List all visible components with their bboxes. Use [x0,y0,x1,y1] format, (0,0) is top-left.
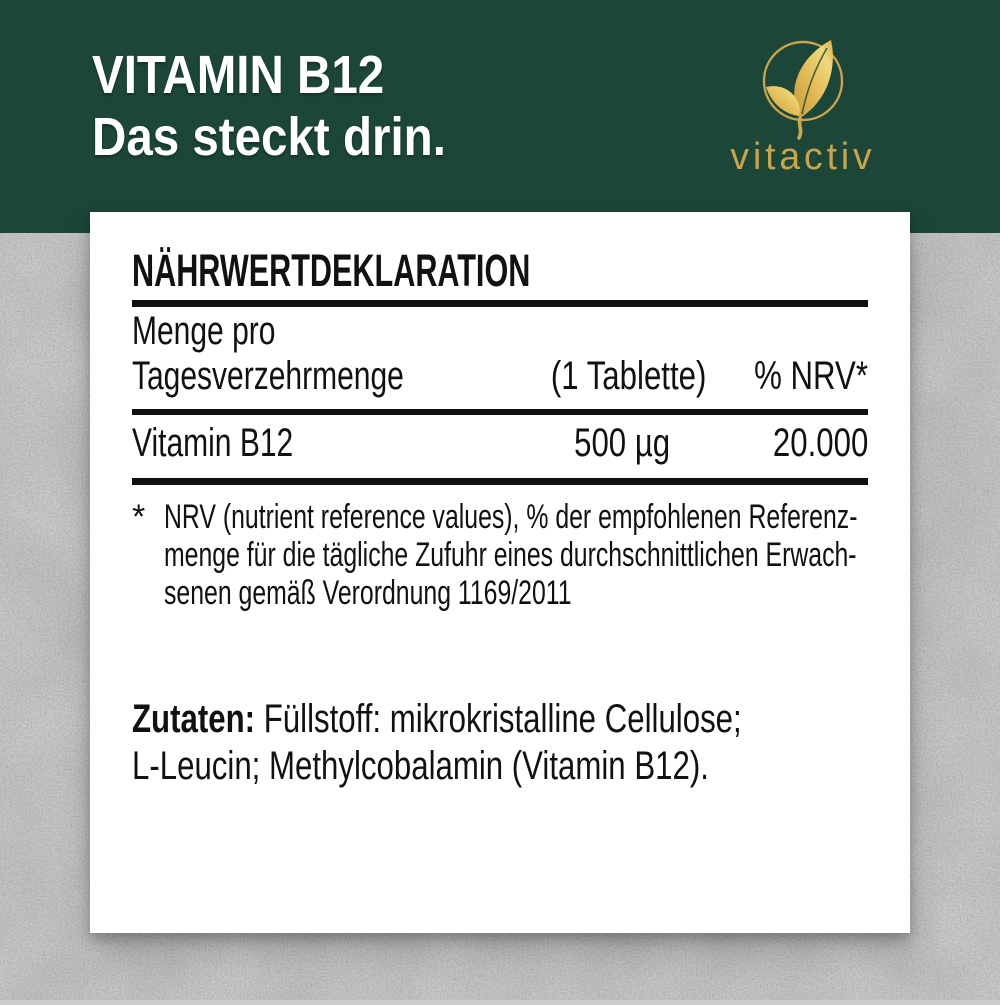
brand-wordmark: vitactiv [730,136,876,178]
title-block [92,44,494,168]
footnote-text: NRV (nutrient reference values), % der empfohlenen Referenz- menge für die tägliche Zufuhr eines durchschnittlichen Erwach- senen gemäß Verordnung 1169/2011 [164,498,858,612]
nutrient-name: Vitamin B12 [132,421,294,465]
nutrient-nrv: 20.000 [772,421,868,465]
page-title: VITAMIN B12 [92,45,385,105]
footnote-marker: * [132,498,146,536]
column-header-nrv: % NRV* [754,354,868,398]
ingredients-paragraph [132,696,868,790]
nutrient-amount: 500 µg [573,421,670,465]
column-header-amount: Menge pro Tagesverzehrmenge [132,309,404,398]
ingredients-line1: Füllstoff: mikrokristalline Cellulose; [255,697,742,741]
divider-top [132,300,868,307]
nutrient-row [132,415,868,478]
table-header-row [132,309,868,399]
page-subtitle: Das steckt drin. [92,107,446,167]
nrv-footnote [132,498,868,612]
leaf-sprout-icon [751,34,855,140]
ingredients-label: Zutaten: [132,697,256,741]
ingredients-line2: L-Leucin; Methylcobalamin (Vitamin B12). [132,744,709,788]
column-header-serving: (1 Tablette) [550,354,707,398]
header-banner [0,0,1000,233]
divider-bottom [132,478,868,485]
table-heading: NÄHRWERTDEKLARATION [132,245,531,296]
nutrition-card [90,212,910,933]
brand-logo [726,34,880,179]
